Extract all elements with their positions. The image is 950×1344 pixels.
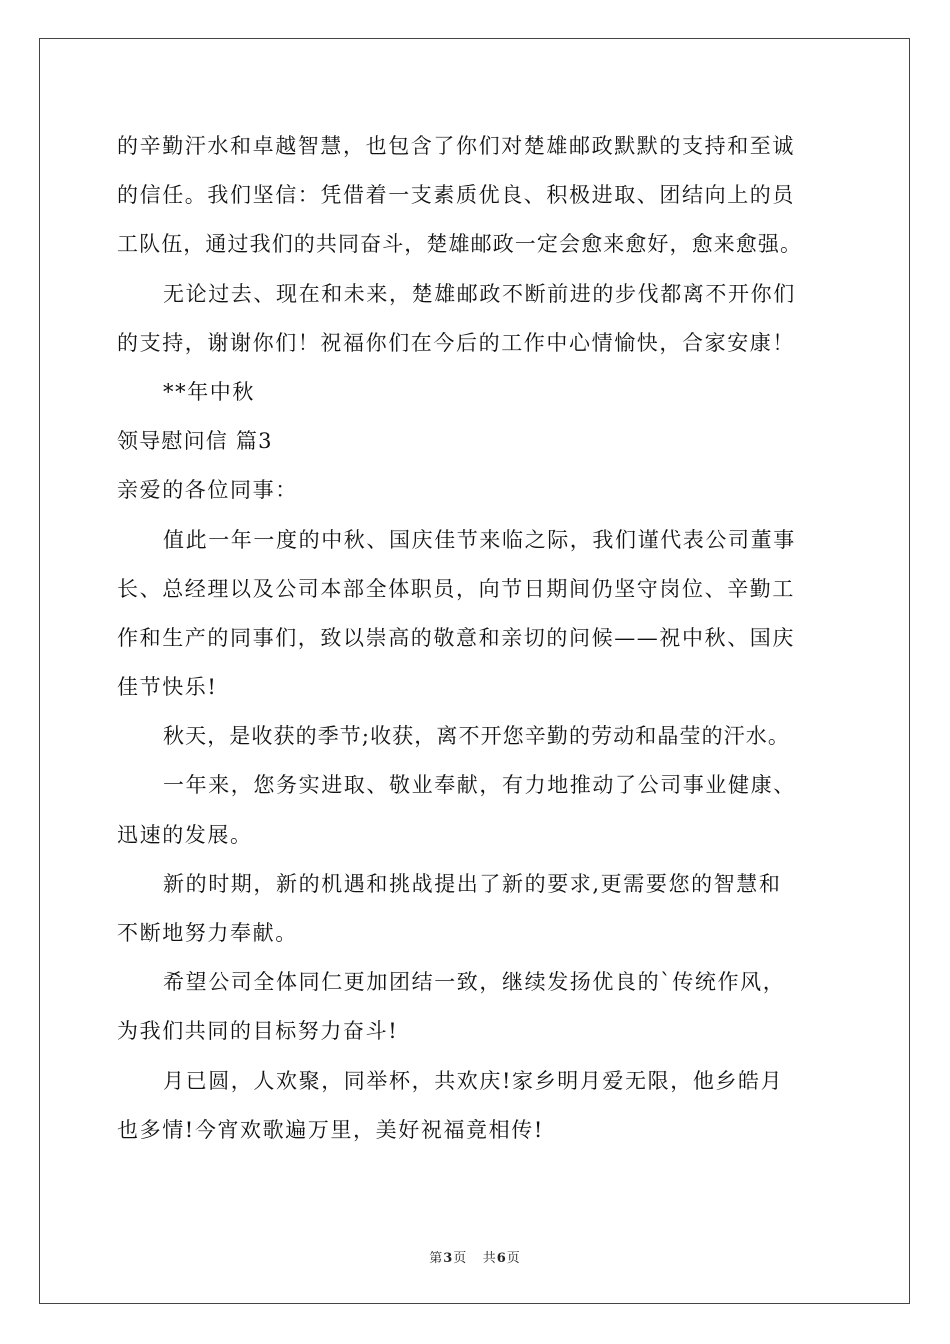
paragraph-start-line: 新的时期，新的机遇和挑战提出了新的要求,更需要您的智慧和: [163, 871, 782, 896]
text-line: 的支持，谢谢你们！祝福你们在今后的工作中心情愉快，合家安康！: [117, 330, 795, 355]
paragraph-start-line: 值此一年一度的中秋、国庆佳节来临之际，我们谨代表公司董事: [163, 527, 796, 552]
text-line: 作和生产的同事们，致以崇高的敬意和亲切的问候——祝中秋、国庆: [117, 625, 795, 650]
paragraph-start-line: 一年来，您务实进取、敬业奉献，有力地推动了公司事业健康、: [163, 773, 796, 798]
section-heading: 领导慰问信 篇3: [117, 429, 273, 454]
total-prefix: 共: [482, 1251, 497, 1266]
paragraph-start-line: 无论过去、现在和未来，楚雄邮政不断前进的步伐都离不开你们: [163, 281, 796, 306]
text-line: 迅速的发展。: [117, 822, 253, 847]
paragraph-start-line: 秋天，是收获的季节;收获，离不开您辛勤的劳动和晶莹的汗水。: [163, 724, 790, 749]
page-suffix: 页: [453, 1251, 468, 1266]
document-body: [117, 122, 837, 1155]
text-line: 工队伍，通过我们的共同奋斗，楚雄邮政一定会愈来愈好，愈来愈强。: [117, 232, 803, 257]
page-footer: [0, 1247, 950, 1266]
text-line: 的辛勤汗水和卓越智慧，也包含了你们对楚雄邮政默默的支持和至诚: [117, 134, 795, 158]
page-number: 3: [443, 1251, 454, 1266]
text-line: 长、总经理以及公司本部全体职员，向节日期间仍坚守岗位、辛勤工: [117, 576, 795, 601]
text-line: 不断地努力奉献。: [117, 921, 298, 945]
total-pages: 6: [496, 1251, 507, 1266]
date-line: **年中秋: [163, 379, 255, 404]
paragraph-start-line: 月已圆，人欢聚，同举杯，共欢庆!家乡明月爱无限，他乡皓月: [163, 1068, 784, 1093]
text-line: 的信任。我们坚信：凭借着一支素质优良、积极进取、团结向上的员: [117, 183, 795, 208]
total-suffix: 页: [506, 1251, 521, 1266]
salutation: 亲爱的各位同事：: [117, 478, 298, 503]
paragraph-start-line: 希望公司全体同仁更加团结一致，继续发扬优良的`传统作风，: [163, 970, 786, 995]
text-line: 为我们共同的目标努力奋斗!: [117, 1019, 399, 1044]
page-prefix: 第: [429, 1251, 444, 1266]
text-line: 也多情!今宵欢歌遍万里，美好祝福竟相传!: [117, 1117, 544, 1142]
text-line: 佳节快乐!: [117, 675, 218, 700]
